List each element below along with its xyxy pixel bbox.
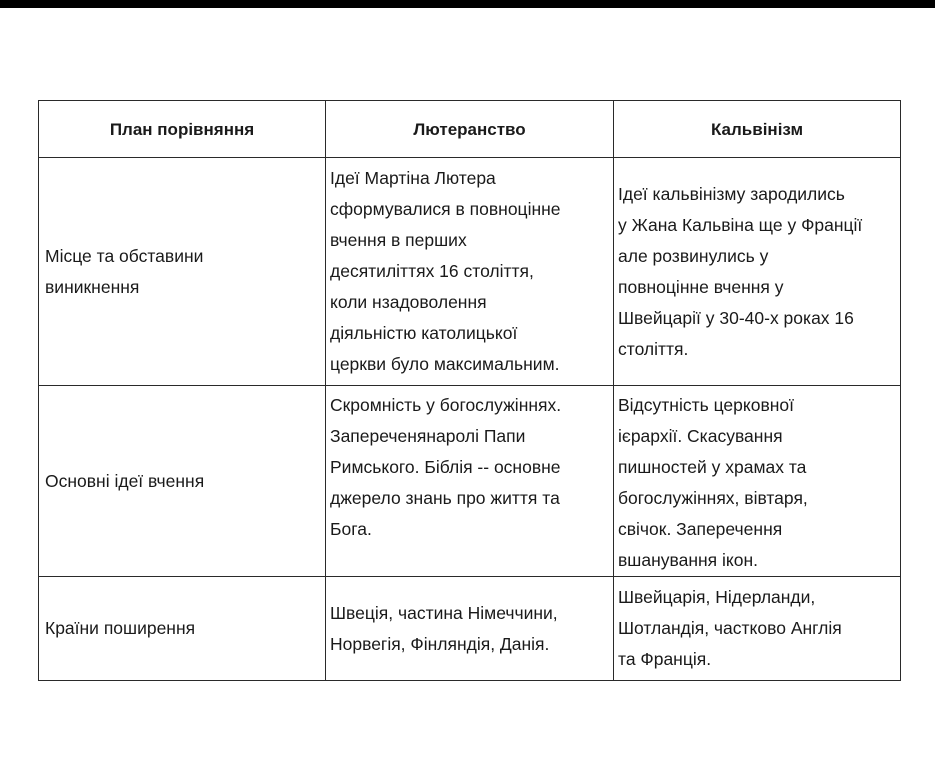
cell-text: Країни поширення [45, 618, 196, 638]
cell-text: Ідеї кальвінізму зародились у Жана Кальвіна ще у Франції але розвинулись у повноцінне вчення у Швейцарії у 30-40-х роках 16 століття. [618, 183, 863, 359]
header-lutheranism: Лютеранство [326, 101, 614, 158]
comparison-table [38, 100, 901, 681]
calvinism-cell [614, 386, 901, 577]
cell-text: Швейцарія, Нідерланди, Шотландія, частково Англія та Франція. [618, 587, 842, 669]
table-row [39, 386, 901, 577]
header-comparison-plan: План порівняння [39, 101, 326, 158]
row-aspect-cell [39, 577, 326, 681]
calvinism-cell [614, 577, 901, 681]
row-aspect-cell [39, 386, 326, 577]
cell-text: Основні ідеї вчення [45, 470, 205, 491]
lutheranism-cell [326, 386, 614, 577]
lutheranism-cell [326, 158, 614, 386]
table-row [39, 158, 901, 386]
cell-text: Скромність у богослужіннях. Запереченянаролі Папи Римського. Біблія -- основне джерело знань про життя та Бога. [330, 395, 562, 539]
cell-text: Відсутність церковної ієрархії. Скасування пишностей у храмах та богослужіннях, вівтаря, свічок. Заперечення вшанування ікон. [618, 395, 808, 570]
lutheranism-cell [326, 577, 614, 681]
row-aspect-cell [39, 158, 326, 386]
header-calvinism: Кальвінізм [614, 101, 901, 158]
table-header-row [39, 101, 901, 158]
calvinism-cell [614, 158, 901, 386]
cell-text: Швеція, частина Німеччини, Норвегія, Фінляндія, Данія. [330, 602, 558, 654]
cell-text: Ідеї Мартіна Лютера сформувалися в повноцінне вчення в перших десятиліттях 16 століття, коли нзадоволення діяльністю католицької церкви було максимальним. [330, 168, 561, 374]
top-black-bar [0, 0, 935, 8]
table-row [39, 577, 901, 681]
cell-text: Місце та обставини виникнення [45, 245, 204, 297]
